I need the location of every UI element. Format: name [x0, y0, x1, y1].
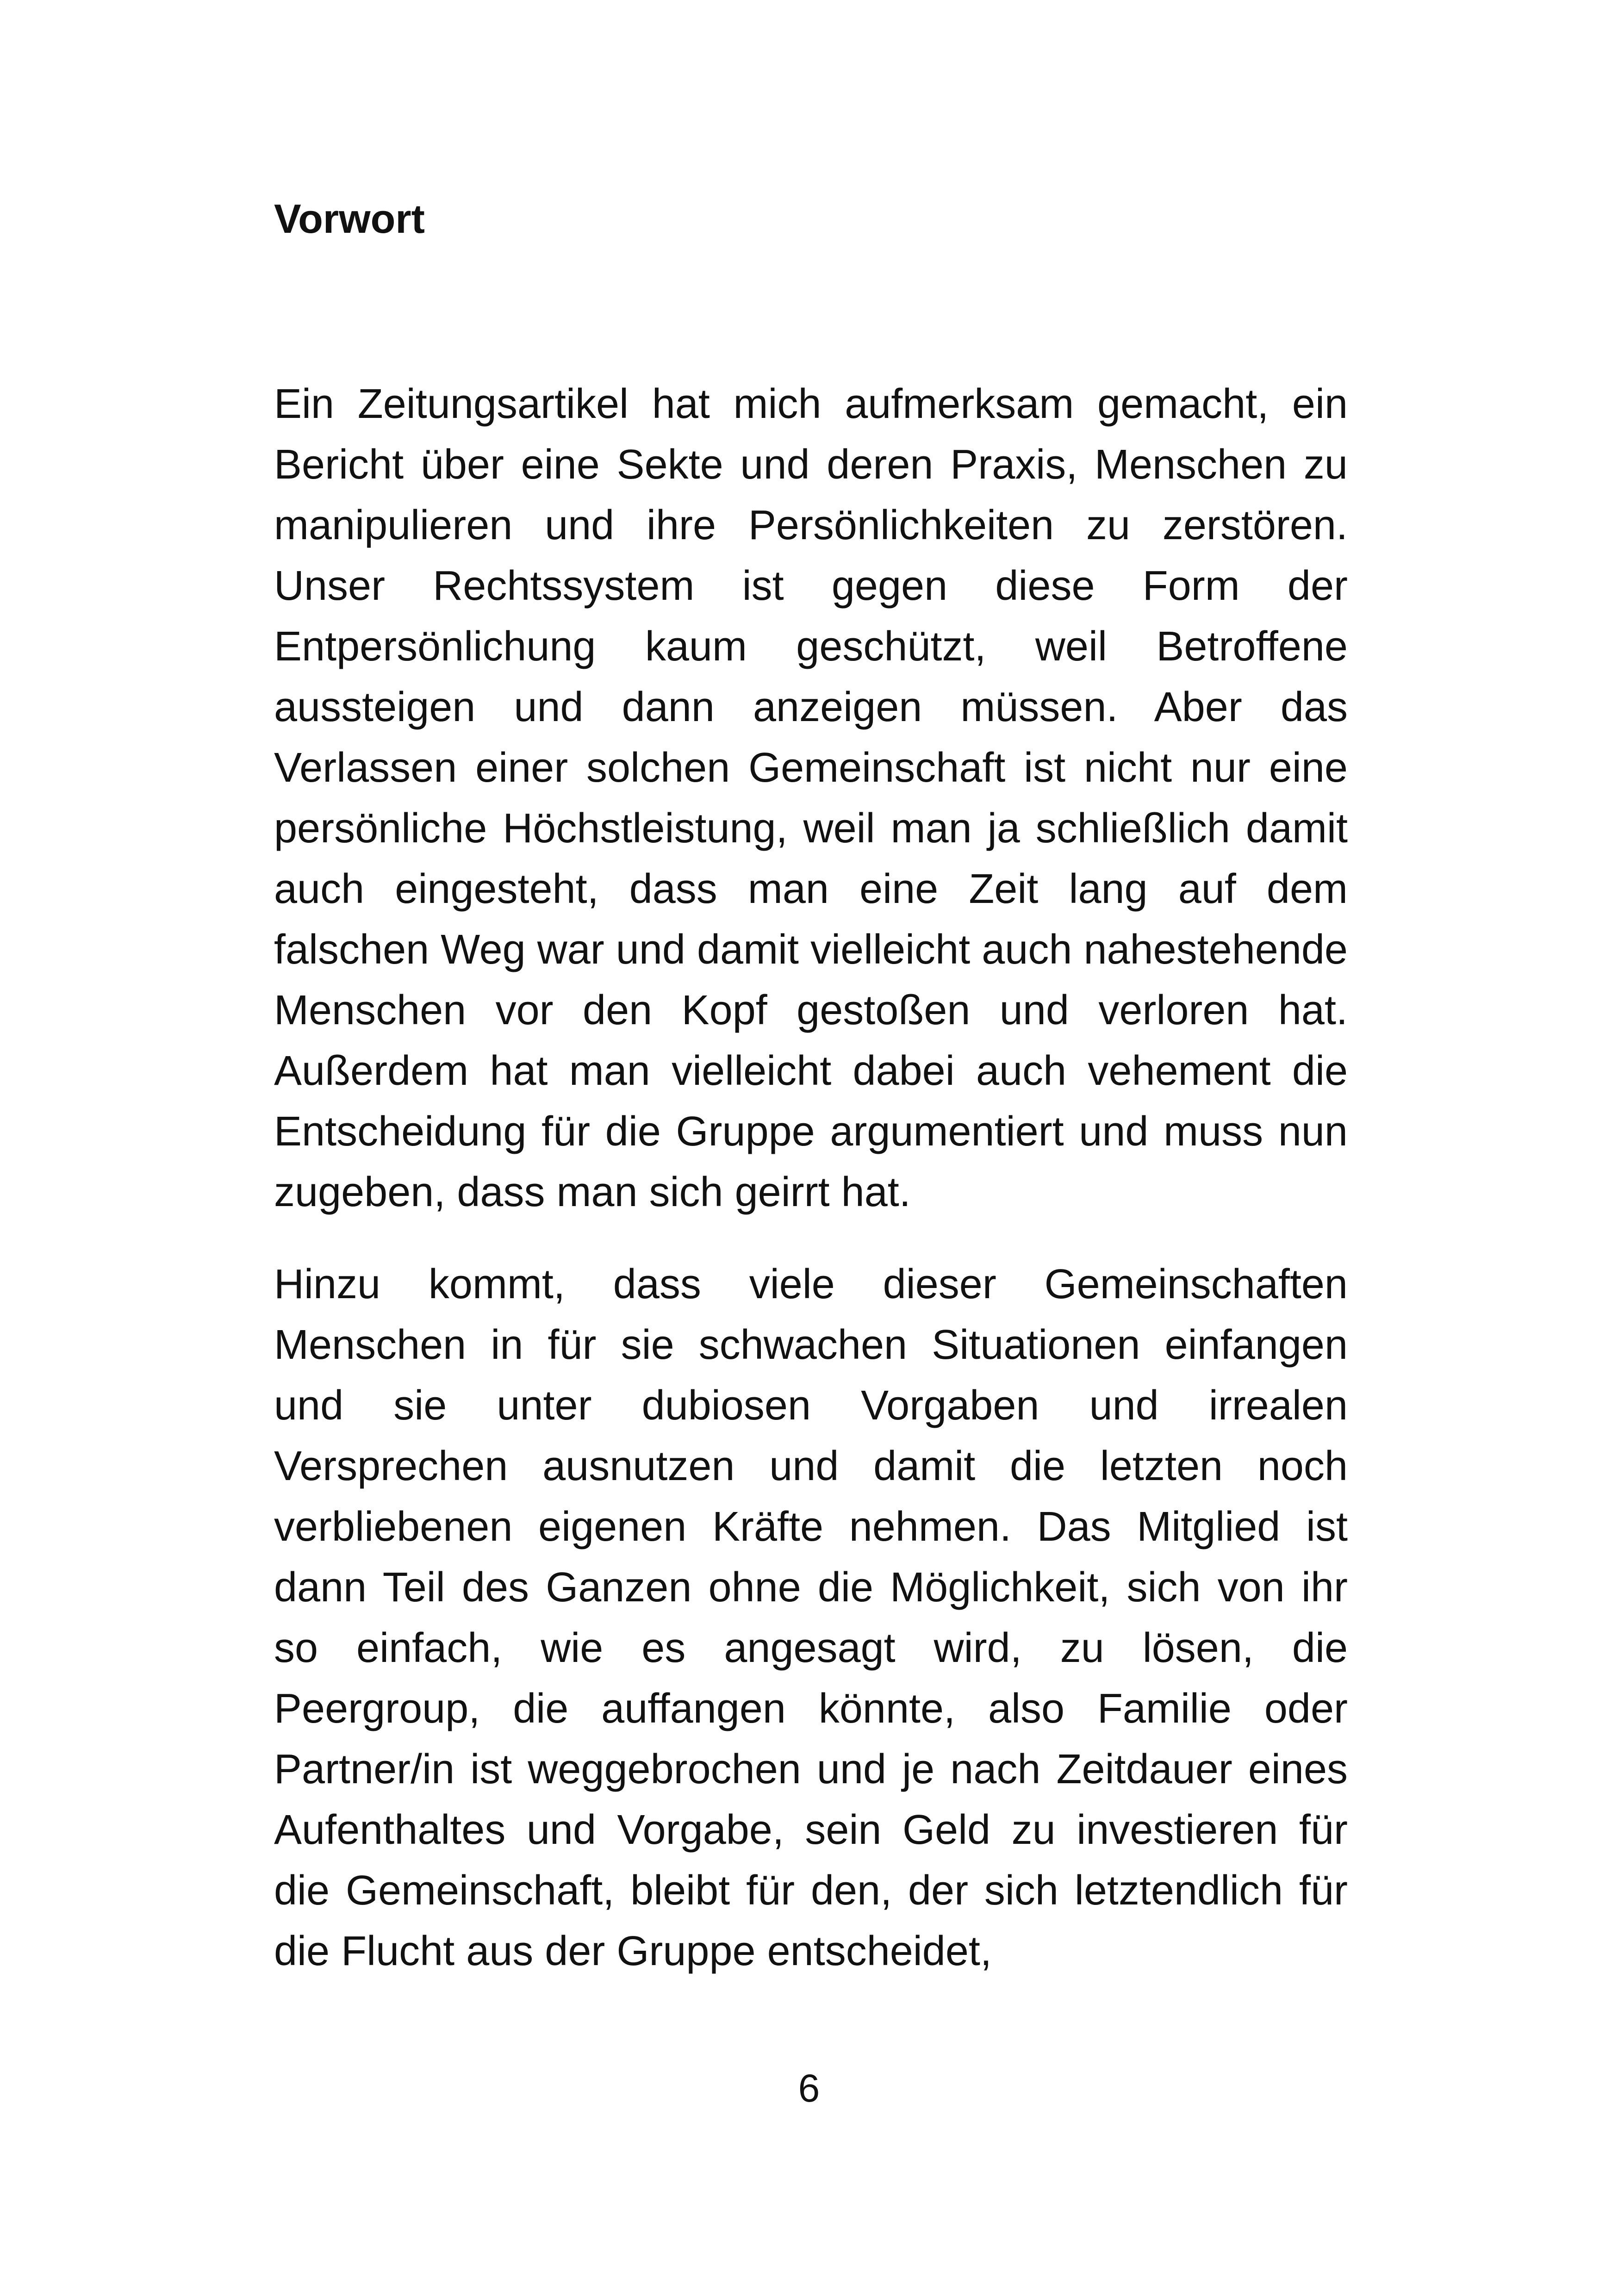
page-number: 6 — [798, 2066, 820, 2110]
section-heading: Vorwort — [274, 196, 425, 242]
body-text — [274, 374, 1348, 1982]
paragraph-2: Hinzu kommt, dass viele dieser Gemeinschaften Menschen in für sie schwachen Situationen einfangen und sie unter dubiosen Vorgaben und irrealen Versprechen ausnutzen und damit die letzten noch verbliebenen eigenen Kräfte nehmen. Das Mitglied ist dann Teil des Ganzen ohne die Möglichkeit, sich von ihr so einfach, wie es angesagt wird, zu lösen, die Peergroup, die auffangen könnte, also Familie oder Partner/in ist weggebrochen und je nach Zeitdauer eines Aufenthaltes und Vorgabe, sein Geld zu investieren für die Gemeinschaft, bleibt für den, der sich letztendlich für die Flucht aus der Gruppe entscheidet, — [274, 1261, 1348, 1974]
paragraph-1: Ein Zeitungsartikel hat mich aufmerksam gemacht, ein Bericht über eine Sekte und deren Praxis, Menschen zu manipulieren und ihre Persönlichkeiten zu zerstören. Unser Rechtssystem ist gegen diese Form der Entpersönlichung kaum geschützt, weil Betroffene aussteigen und dann anzeigen müssen. Aber das Verlassen einer solchen Gemeinschaft ist nicht nur eine persönliche Höchstleistung, weil man ja schließlich damit auch eingesteht, dass man eine Zeit lang auf dem falschen Weg war und damit vielleicht auch nahestehende Menschen vor den Kopf gestoßen und verloren hat. Außerdem hat man vielleicht dabei auch vehement die Entscheidung für die Gruppe argumentiert und muss nun zugeben, dass man sich geirrt hat. — [274, 381, 1348, 1215]
